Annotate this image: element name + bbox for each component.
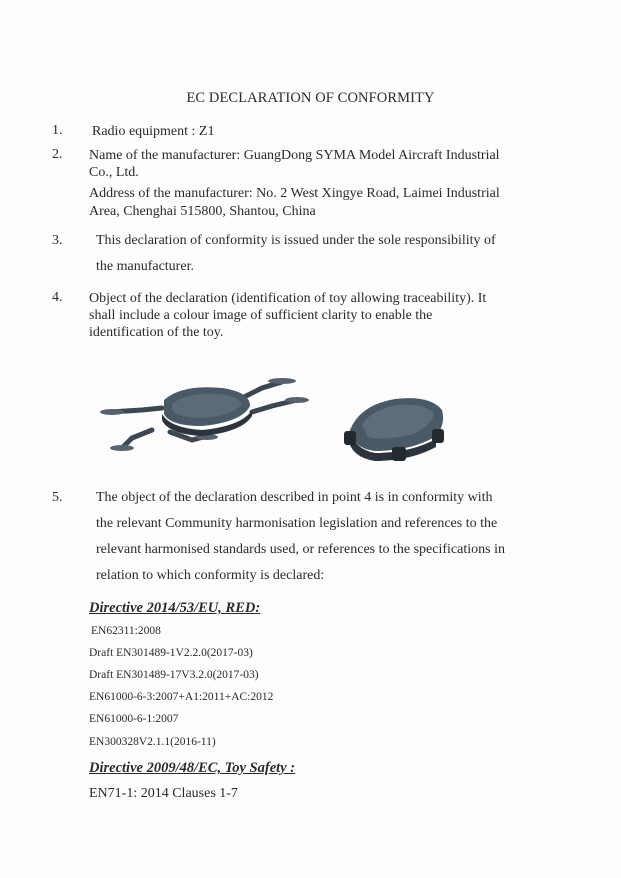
item-1-text: Radio equipment : Z1	[92, 124, 215, 139]
item-4-line3: identification of the toy.	[89, 325, 224, 340]
document-title: EC DECLARATION OF CONFORMITY	[186, 90, 435, 106]
standard-item: Draft EN301489-1V2.2.0(2017-03)	[89, 647, 253, 659]
item-2-address-line1: Address of the manufacturer: No. 2 West Xingye Road, Laimei Industrial	[89, 186, 500, 201]
standard-item: Draft EN301489-17V3.2.0(2017-03)	[89, 669, 259, 681]
drone-folded-photo	[340, 385, 450, 465]
item-2-line1: Name of the manufacturer: GuangDong SYMA Model Aircraft Industrial	[89, 148, 500, 163]
standard-item: EN300328V2.1.1(2016-11)	[89, 736, 216, 748]
standard-item: EN61000-6-3:2007+A1:2011+AC:2012	[89, 691, 274, 703]
item-3-line2: the manufacturer.	[96, 259, 194, 274]
item-3-line1: This declaration of conformity is issued under the sole responsibility of	[96, 233, 496, 248]
drone-unfolded-photo	[92, 370, 312, 465]
item-number-4: 4.	[52, 290, 63, 305]
standard-item: EN61000-6-1:2007	[89, 713, 179, 725]
directive-toy-heading: Directive 2009/48/EC, Toy Safety :	[89, 760, 296, 776]
item-5-line4: relation to which conformity is declared:	[96, 568, 325, 583]
item-number-2: 2.	[52, 147, 63, 162]
item-number-3: 3.	[52, 233, 63, 248]
standard-item: EN62311:2008	[91, 625, 161, 637]
directive-red-heading: Directive 2014/53/EU, RED:	[89, 600, 261, 616]
item-2-line2: Co., Ltd.	[89, 165, 139, 180]
item-number-5: 5.	[52, 490, 63, 505]
toy-standard: EN71-1: 2014 Clauses 1-7	[89, 786, 238, 801]
item-4-line1: Object of the declaration (identification of toy allowing traceability). It	[89, 291, 487, 306]
item-2-address-line2: Area, Chenghai 515800, Shantou, China	[89, 204, 316, 219]
item-5-line3: relevant harmonised standards used, or references to the specifications in	[96, 542, 505, 557]
item-4-line2: shall include a colour image of sufficient clarity to enable the	[89, 308, 433, 323]
item-number-1: 1.	[52, 123, 63, 138]
item-5-line2: the relevant Community harmonisation legislation and references to the	[96, 516, 498, 531]
item-5-line1: The object of the declaration described in point 4 is in conformity with	[96, 490, 493, 505]
